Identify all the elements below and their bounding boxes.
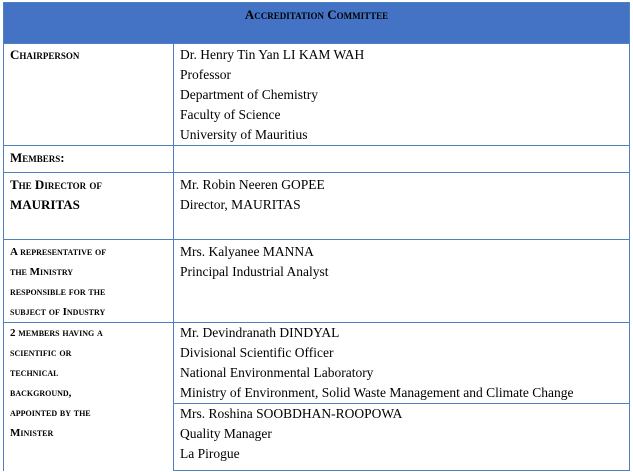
role-label: appointed by the — [10, 407, 91, 419]
member-ministry: Ministry of Environment, Solid Waste Management and Climate Change — [180, 385, 574, 400]
members-label: Members: — [10, 150, 65, 165]
role-label: A representative of — [10, 246, 107, 258]
role-label: technical — [10, 367, 59, 379]
ministry-rep-name: Mrs. Kalyanee MANNA — [180, 244, 314, 259]
chairperson-university: University of Mauritius — [180, 127, 308, 142]
table-row — [4, 173, 630, 240]
ministry-rep-title: Principal Industrial Analyst — [180, 264, 329, 279]
role-label: MAURITAS — [10, 197, 80, 212]
role-label: Minister — [10, 427, 54, 439]
role-label: The Director of — [10, 177, 102, 192]
member-name: Mrs. Roshina SOOBDHAN-ROOPOWA — [180, 406, 403, 421]
director-details — [174, 173, 630, 240]
role-label: responsible for the — [10, 286, 106, 298]
member-organisation: La Pirogue — [180, 446, 240, 461]
chairperson-name: Dr. Henry Tin Yan LI KAM WAH — [180, 47, 365, 62]
table-header-row — [4, 3, 630, 44]
accreditation-committee-table — [3, 2, 630, 471]
scientific-member-1-details — [174, 323, 630, 404]
chairperson-title: Professor — [180, 67, 231, 82]
role-scientific-members — [4, 323, 174, 471]
members-heading — [4, 146, 174, 173]
member-title: Quality Manager — [180, 426, 272, 441]
member-title: Divisional Scientific Officer — [180, 345, 334, 360]
director-title: Director, MAURITAS — [180, 197, 301, 212]
table-row — [4, 323, 630, 404]
role-label: the Ministry — [10, 266, 74, 278]
director-name: Mr. Robin Neeren GOPEE — [180, 177, 325, 192]
ministry-rep-details — [174, 240, 630, 323]
role-label: 2 members having a — [10, 327, 103, 339]
role-label: subject of Industry — [10, 306, 106, 318]
role-chairperson — [4, 44, 174, 146]
chairperson-department: Department of Chemistry — [180, 87, 318, 102]
member-organisation: National Environmental Laboratory — [180, 365, 374, 380]
role-director — [4, 173, 174, 240]
role-label: scientific or — [10, 347, 72, 359]
table-row — [4, 146, 630, 173]
table-row — [4, 240, 630, 323]
role-ministry-representative — [4, 240, 174, 323]
role-label: background, — [10, 387, 72, 399]
member-name: Mr. Devindranath DINDYAL — [180, 325, 340, 340]
scientific-member-2-details — [174, 404, 630, 471]
role-label: Chairperson — [10, 47, 80, 62]
table-title: Accreditation Committee — [4, 3, 630, 44]
members-empty-cell — [174, 146, 630, 173]
table-row — [4, 44, 630, 146]
chairperson-details — [174, 44, 630, 146]
chairperson-faculty: Faculty of Science — [180, 107, 281, 122]
